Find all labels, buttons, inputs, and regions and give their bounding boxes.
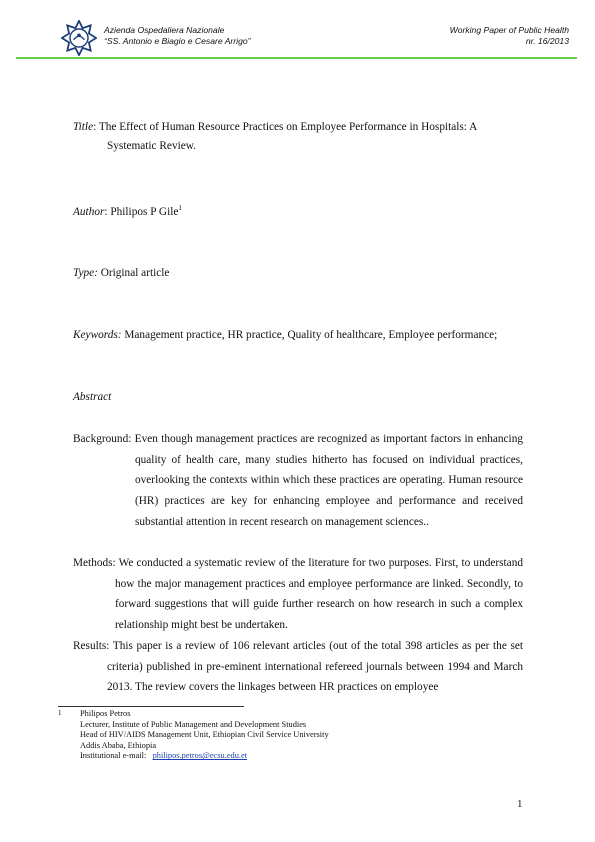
header-org-line2: “SS. Antonio e Biagio e Cesare Arrigo”: [104, 36, 251, 46]
footnote-email-line: [80, 751, 329, 762]
header-series-line2: nr. 16/2013: [525, 36, 569, 46]
author-block: [73, 203, 523, 222]
keywords-block: [73, 326, 535, 345]
header-organization: [104, 25, 250, 47]
footnote-email-label: Institutional e-mail:: [80, 751, 153, 761]
title-label: Title: [73, 121, 94, 133]
abstract-methods: Methods: We conducted a systematic review of the literature for two purposes. First, to understand how the major management practices and employee performance are linked. Secondly, to forward suggestions that will guide further research on how research in such a complex relationship might best be undertaken.: [73, 557, 523, 632]
header-rule: [16, 57, 577, 59]
footnote-email-link[interactable]: philipos.petros@ecsu.edu.et: [152, 751, 248, 761]
title-block: [73, 118, 523, 156]
footnote-number: 1: [58, 709, 62, 717]
hospital-logo-icon: [61, 20, 97, 56]
keywords-text: Management practice, HR practice, Quality of healthcare, Employee performance;: [121, 329, 498, 341]
header-org-line1: Azienda Ospedaliera Nazionale: [104, 25, 225, 35]
author-footnote-mark: 1: [178, 204, 182, 212]
header-series-line1: Working Paper of Public Health: [449, 25, 569, 35]
type-block: [73, 264, 523, 283]
type-text: Original article: [97, 267, 170, 279]
header-series: [450, 25, 569, 47]
page-number: 1: [517, 798, 523, 810]
abstract-heading: Abstract: [73, 391, 112, 403]
author-name: : Philipos P Gile: [104, 206, 179, 218]
author-label: Author: [73, 206, 105, 218]
footnote-line2: Lecturer, Institute of Public Management and Development Studies: [80, 719, 307, 729]
abstract-background: Background: Even though management practices are recognized as important factors in enhancing quality of health care, many studies hitherto has focused on individual practices, overlooking the contexts within which these practices are operating. Human resource (HR) practices are key for enhancing employee and performance and received substantial attention in recent research on management sciences..: [73, 433, 523, 528]
footnote-name: Philipos Petros: [80, 709, 131, 718]
type-label: Type:: [73, 267, 98, 279]
footnote-rule: [58, 706, 244, 707]
abstract-results: Results: This paper is a review of 106 relevant articles (out of the total 398 articles as per the set criteria) published in pre-eminent international refereed journals between 1994 and March 2013. The review covers the linkages between HR practices on employee: [73, 640, 523, 694]
keywords-label: Keywords:: [73, 329, 122, 341]
title-text: : The Effect of Human Resource Practices on Employee Performance in Hospitals: A Systematic Review.: [93, 121, 477, 152]
footnote-line3: Head of HIV/AIDS Management Unit, Ethiopian Civil Service University: [80, 730, 329, 740]
footnote: [58, 709, 329, 762]
footnote-line4: Addis Ababa, Ethiopia: [80, 740, 157, 750]
